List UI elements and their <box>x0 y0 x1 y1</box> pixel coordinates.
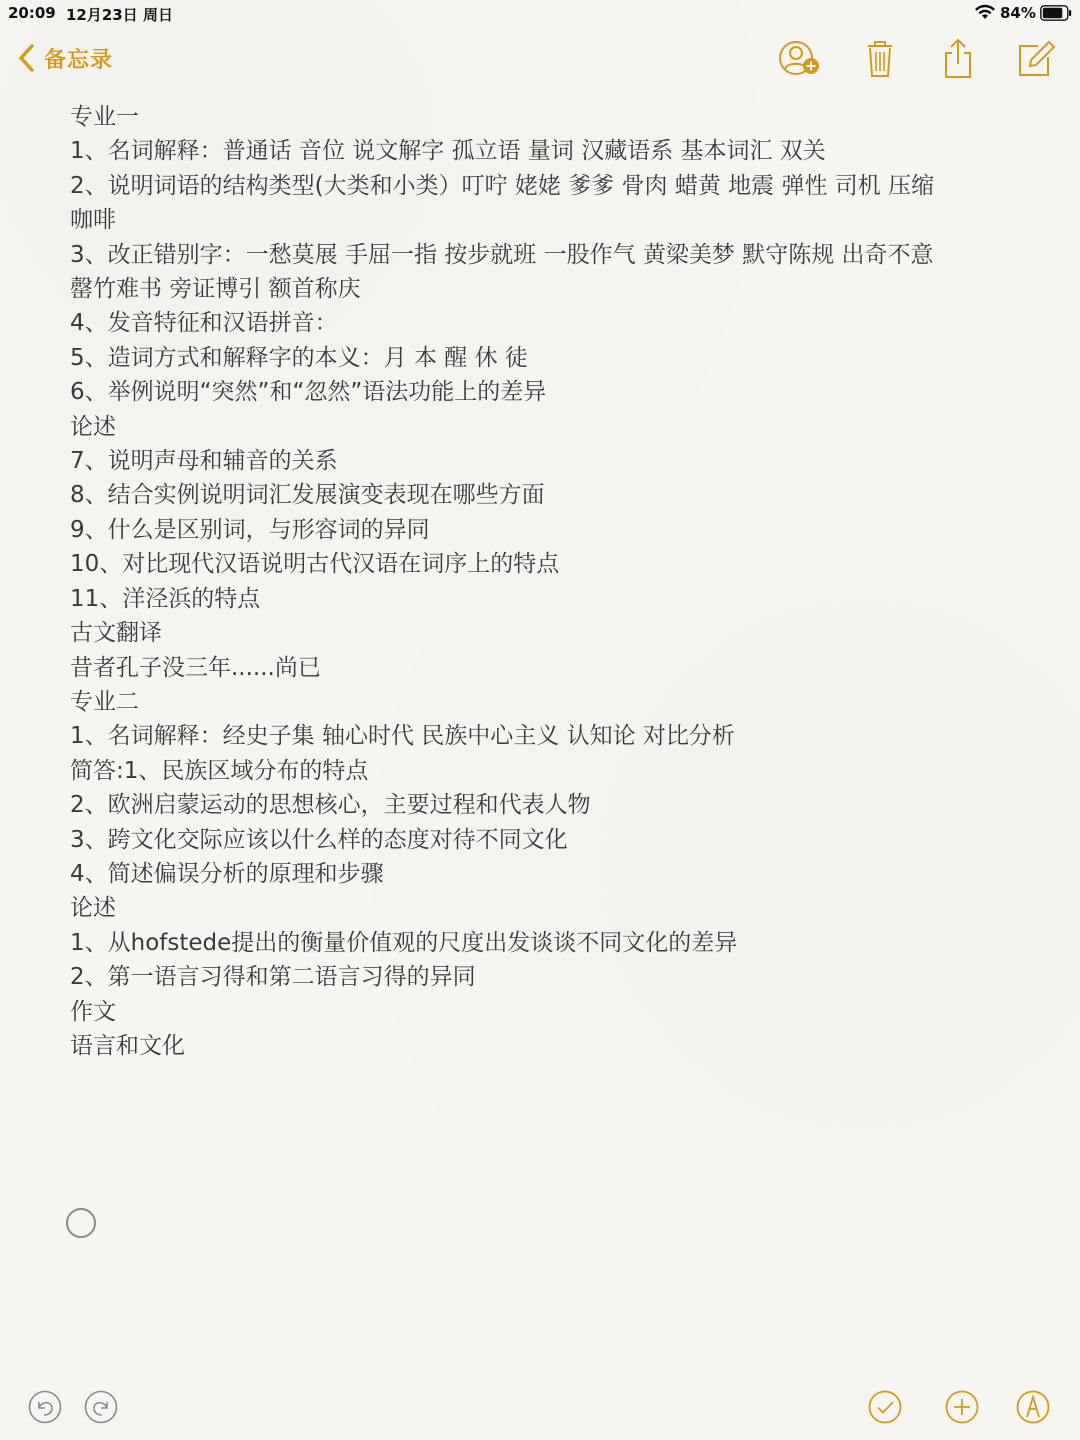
note-line: 3、改正错别字：一愁莫展 手屈一指 按步就班 一股作气 黄梁美梦 默守陈规 出奇不意 <box>70 241 934 268</box>
note-line: 1、从hofstede提出的衡量价值观的尺度出发谈谈不同文化的差异 <box>70 929 738 956</box>
note-line: 简答:1、民族区域分布的特点 <box>70 757 369 784</box>
note-body[interactable] <box>70 100 1030 1063</box>
add-icon[interactable] <box>945 1390 979 1424</box>
note-line: 10、对比现代汉语说明古代汉语在词序上的特点 <box>70 551 560 578</box>
status-time: 20:09 <box>8 4 56 22</box>
note-line: 1、名词解释：经史子集 轴心时代 民族中心主义 认知论 对比分析 <box>70 723 735 750</box>
note-line: 论述 <box>70 895 116 922</box>
note-line: 语言和文化 <box>70 1032 185 1059</box>
note-line: 4、简述偏误分析的原理和步骤 <box>70 860 384 887</box>
checklist-icon[interactable] <box>868 1390 902 1424</box>
note-line: 8、结合实例说明词汇发展演变表现在哪些方面 <box>70 482 545 509</box>
note-line: 昔者孔子没三年......尚已 <box>70 654 321 681</box>
note-line: 6、举例说明“突然”和“忽然”语法功能上的差异 <box>70 379 547 406</box>
bottom-toolbar <box>0 1384 1080 1430</box>
note-line: 论述 <box>70 413 116 440</box>
status-bar <box>0 0 1080 26</box>
markup-icon[interactable] <box>1016 1390 1050 1424</box>
note-line: 咖啡 <box>70 207 116 234</box>
status-date: 12月23日 周日 <box>66 6 173 24</box>
note-line: 2、第一语言习得和第二语言习得的异同 <box>70 964 476 991</box>
compose-icon[interactable] <box>1014 38 1058 78</box>
add-people-icon[interactable] <box>778 38 822 78</box>
note-line: 2、说明词语的结构类型(大类和小类）叮咛 姥姥 爹爹 骨肉 蜡黄 地震 弹性 司机 压缩 <box>70 172 935 199</box>
note-line: 9、什么是区别词，与形容词的异同 <box>70 516 430 543</box>
note-line: 1、名词解释：普通话 音位 说文解字 孤立语 量词 汉藏语系 基本词汇 双关 <box>70 138 826 165</box>
note-line: 专业一 <box>70 104 139 130</box>
note-line: 2、欧洲启蒙运动的思想核心，主要过程和代表人物 <box>70 792 591 819</box>
battery-percent: 84% <box>1000 4 1036 22</box>
battery-icon <box>1040 5 1072 21</box>
note-line: 3、跨文化交际应该以什么样的态度对待不同文化 <box>70 826 568 853</box>
note-line: 罄竹难书 旁证博引 额首称庆 <box>70 276 361 303</box>
checklist-circle[interactable] <box>66 1208 96 1238</box>
navigation-bar <box>0 30 1080 86</box>
note-line: 作文 <box>70 998 116 1025</box>
note-line: 11、洋泾浜的特点 <box>70 585 261 612</box>
wifi-icon <box>974 4 996 20</box>
undo-icon[interactable] <box>28 1390 62 1424</box>
trash-icon[interactable] <box>858 38 902 78</box>
note-line: 7、说明声母和辅音的关系 <box>70 448 338 475</box>
note-line: 古文翻译 <box>70 620 162 647</box>
back-button[interactable] <box>16 40 113 76</box>
note-line: 5、造词方式和解释字的本义：月 本 醒 休 徒 <box>70 344 528 371</box>
share-icon[interactable] <box>936 38 980 78</box>
chevron-left-icon <box>16 43 38 73</box>
note-line: 4、发音特征和汉语拼音： <box>70 310 338 337</box>
redo-icon[interactable] <box>84 1390 118 1424</box>
note-line: 专业二 <box>70 688 139 715</box>
back-label: 备忘录 <box>44 47 114 73</box>
